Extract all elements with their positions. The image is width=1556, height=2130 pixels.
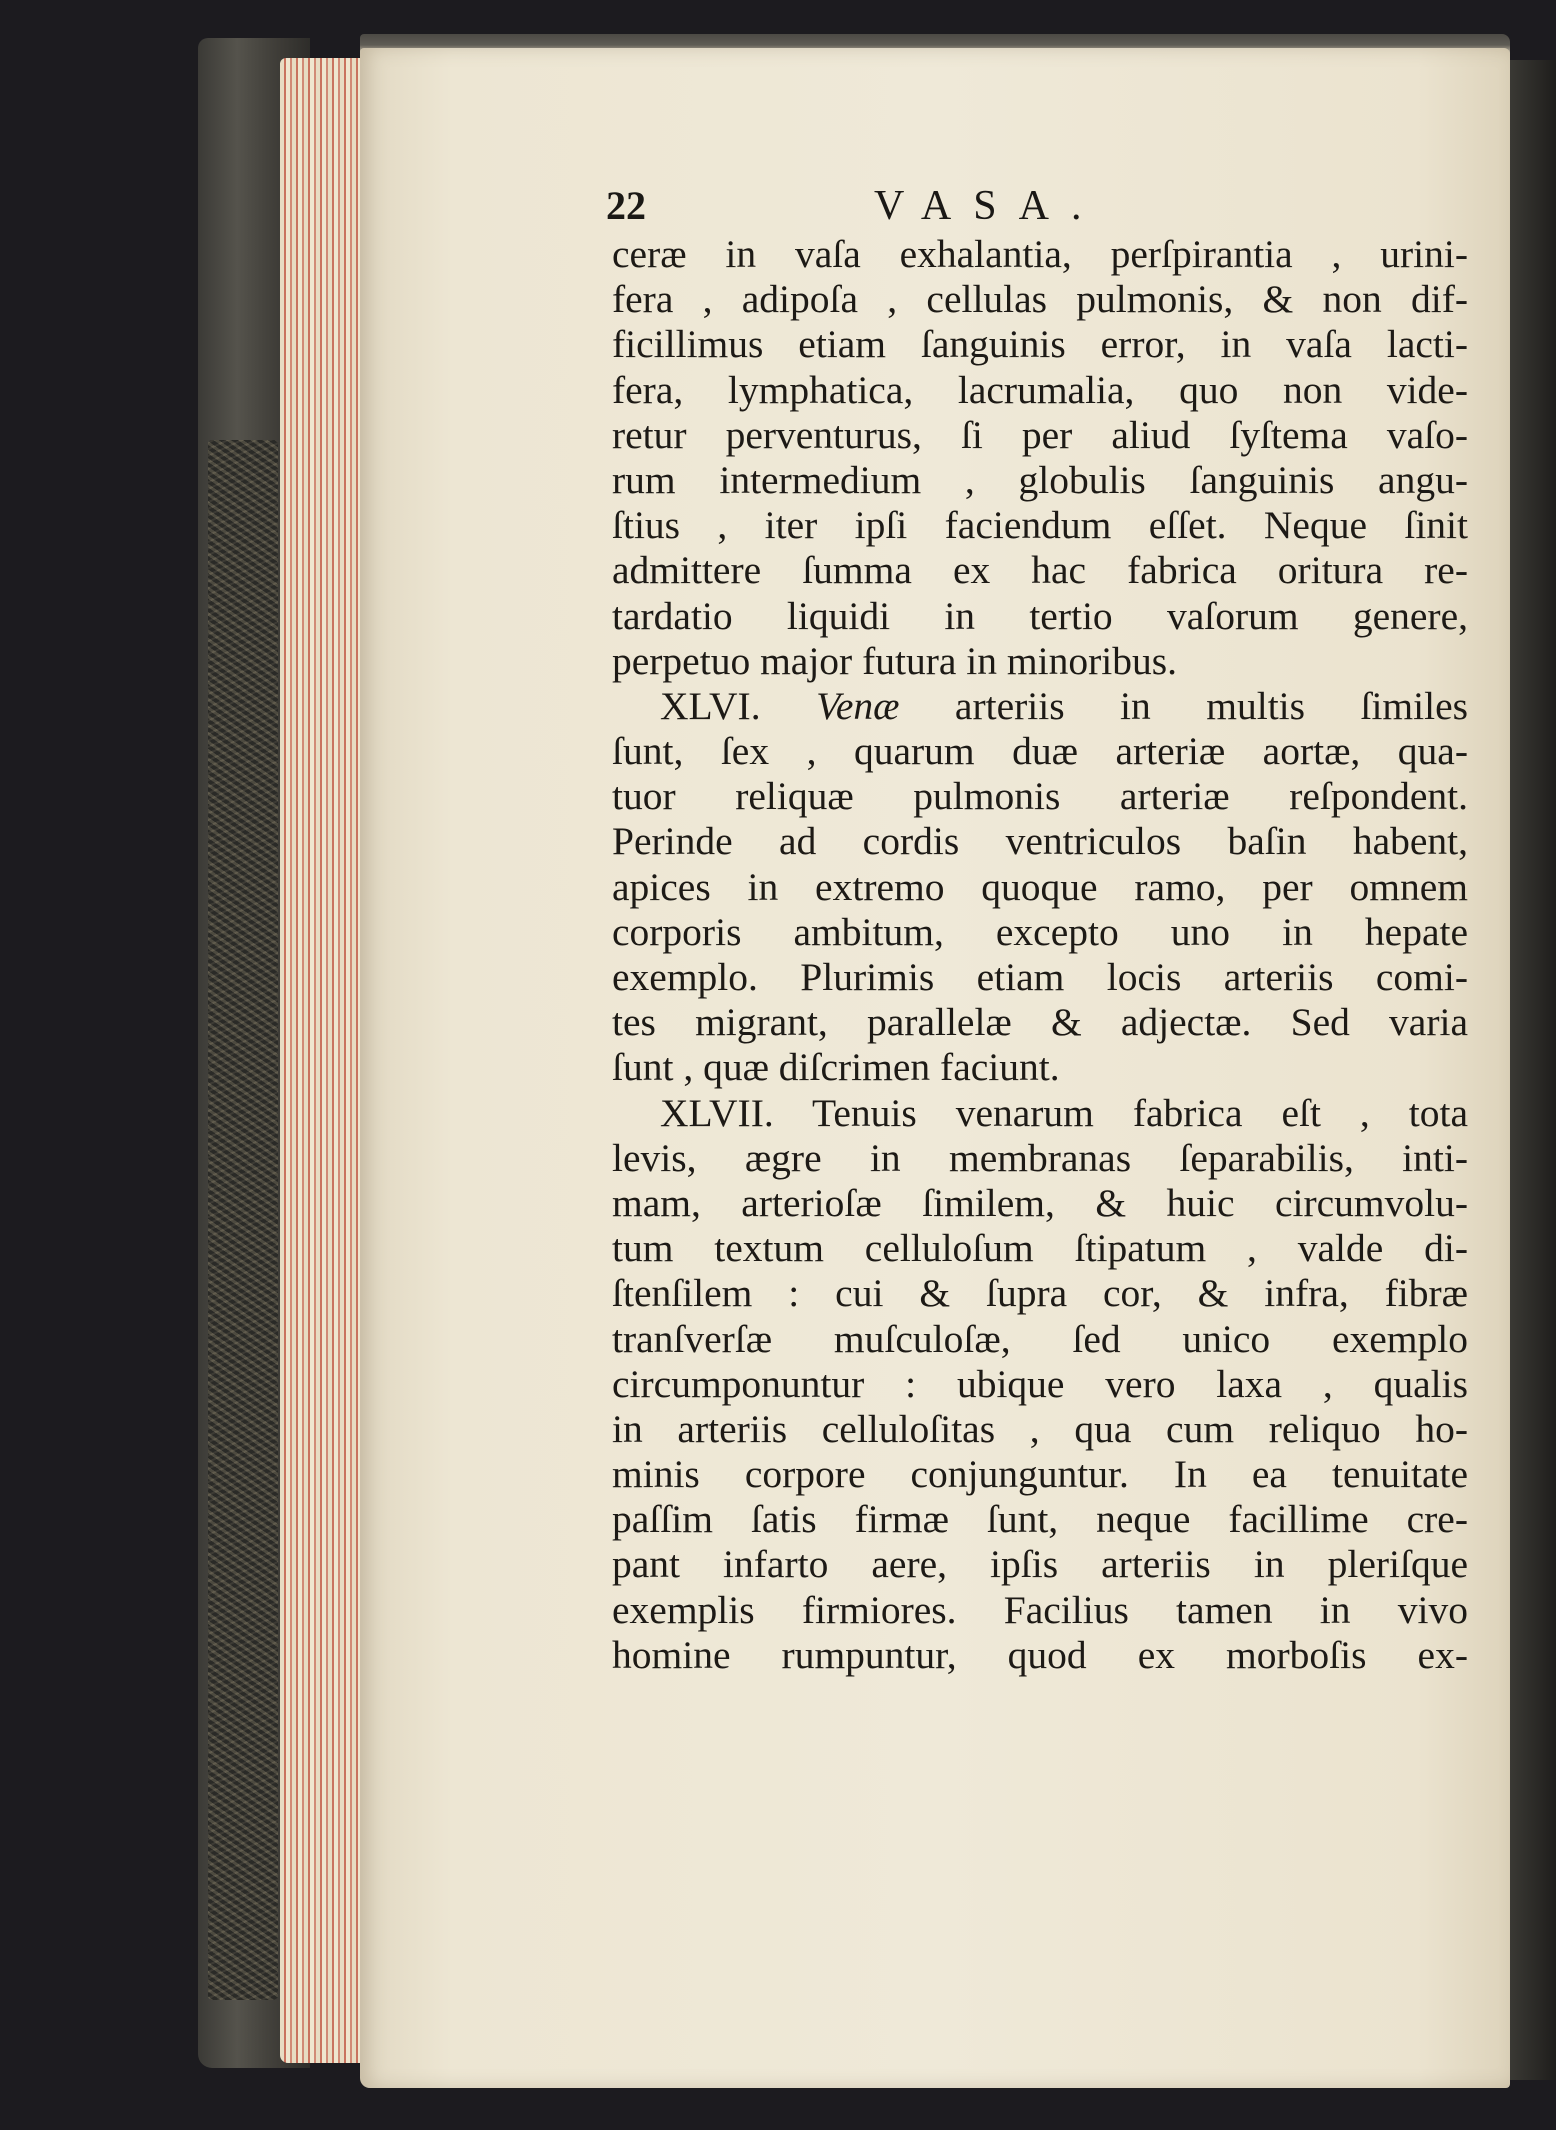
text-line: tum textum celluloſum ſtipatum , valde di- xyxy=(612,1226,1468,1271)
running-title: VASA. xyxy=(874,183,1104,229)
text-line xyxy=(612,684,1468,729)
text-line: perpetuo major futura in minoribus. xyxy=(612,638,1177,683)
italic-term: Venæ xyxy=(816,683,900,728)
text-line: paſſim ſatis firmæ ſunt, neque facillime cre- xyxy=(612,1497,1468,1542)
text-line: apices in extremo quoque ramo, per omnem xyxy=(612,864,1468,909)
marbled-cover-board xyxy=(208,440,278,2000)
text-line: exemplo. Plurimis etiam locis arteriis comi- xyxy=(612,955,1468,999)
text-line: ſtius , iter ipſi faciendum eſſet. Neque ſinit xyxy=(612,503,1468,548)
text-line: retur perventurus, ſi per aliud ſyſtema vaſo- xyxy=(612,412,1468,457)
text-line: Perinde ad cordis ventriculos baſin habent, xyxy=(612,819,1468,864)
text-line: rum intermedium , globulis ſanguinis angu- xyxy=(612,457,1468,502)
text-line: admittere ſumma ex hac fabrica oritura re- xyxy=(612,548,1468,593)
text-line: pant infarto aere, ipſis arteriis in pleriſque xyxy=(612,1542,1468,1587)
text-line: ceræ in vaſa exhalantia, perſpirantia , urini- xyxy=(612,232,1468,276)
text-line: in arteriis celluloſitas , qua cum reliquo ho- xyxy=(612,1406,1468,1451)
page-number: 22 xyxy=(606,183,646,228)
text-line: tuor reliquæ pulmonis arteriæ reſpondent. xyxy=(612,774,1468,819)
text-line: tes migrant, parallelæ & adjectæ. Sed varia xyxy=(612,1000,1468,1045)
text-line: fera, lymphatica, lacrumalia, quo non vide- xyxy=(612,367,1468,412)
text-segment: arteriis in multis ſimiles xyxy=(899,683,1469,728)
text-line: corporis ambitum, excepto uno in hepate xyxy=(612,909,1468,954)
text-line: circumponuntur : ubique vero laxa , qualis xyxy=(612,1361,1468,1406)
text-line: XLVII. Tenuis venarum fabrica eſt , tota xyxy=(660,1090,1468,1135)
text-line: mam, arterioſæ ſimilem, & huic circumvolu- xyxy=(612,1180,1468,1225)
page-gutter-shadow xyxy=(1510,60,1556,2080)
page-header xyxy=(606,176,1476,236)
text-line: levis, ægre in membranas ſeparabilis, inti- xyxy=(612,1135,1468,1180)
text-line: ſunt , quæ diſcrimen faciunt. xyxy=(612,1045,1060,1090)
body-text xyxy=(612,232,1468,1678)
text-segment: XLVI. xyxy=(660,683,817,728)
text-line: ſunt, ſex , quarum duæ arteriæ aortæ, qua- xyxy=(612,729,1468,774)
text-line: homine rumpuntur, quod ex morboſis ex- xyxy=(612,1632,1468,1677)
text-line: ficillimus etiam ſanguinis error, in vaſa lacti- xyxy=(612,322,1468,367)
text-line: ſtenſilem : cui & ſupra cor, & infra, fibræ xyxy=(612,1271,1468,1316)
text-line: tranſverſæ muſculoſæ, ſed unico exemplo xyxy=(612,1316,1468,1361)
text-line: fera , adipoſa , cellulas pulmonis, & non dif- xyxy=(612,277,1468,322)
text-line: minis corpore conjunguntur. In ea tenuitate xyxy=(612,1452,1468,1497)
text-line: tardatio liquidi in tertio vaſorum genere, xyxy=(612,593,1468,638)
text-line: exemplis firmiores. Facilius tamen in vivo xyxy=(612,1587,1468,1632)
